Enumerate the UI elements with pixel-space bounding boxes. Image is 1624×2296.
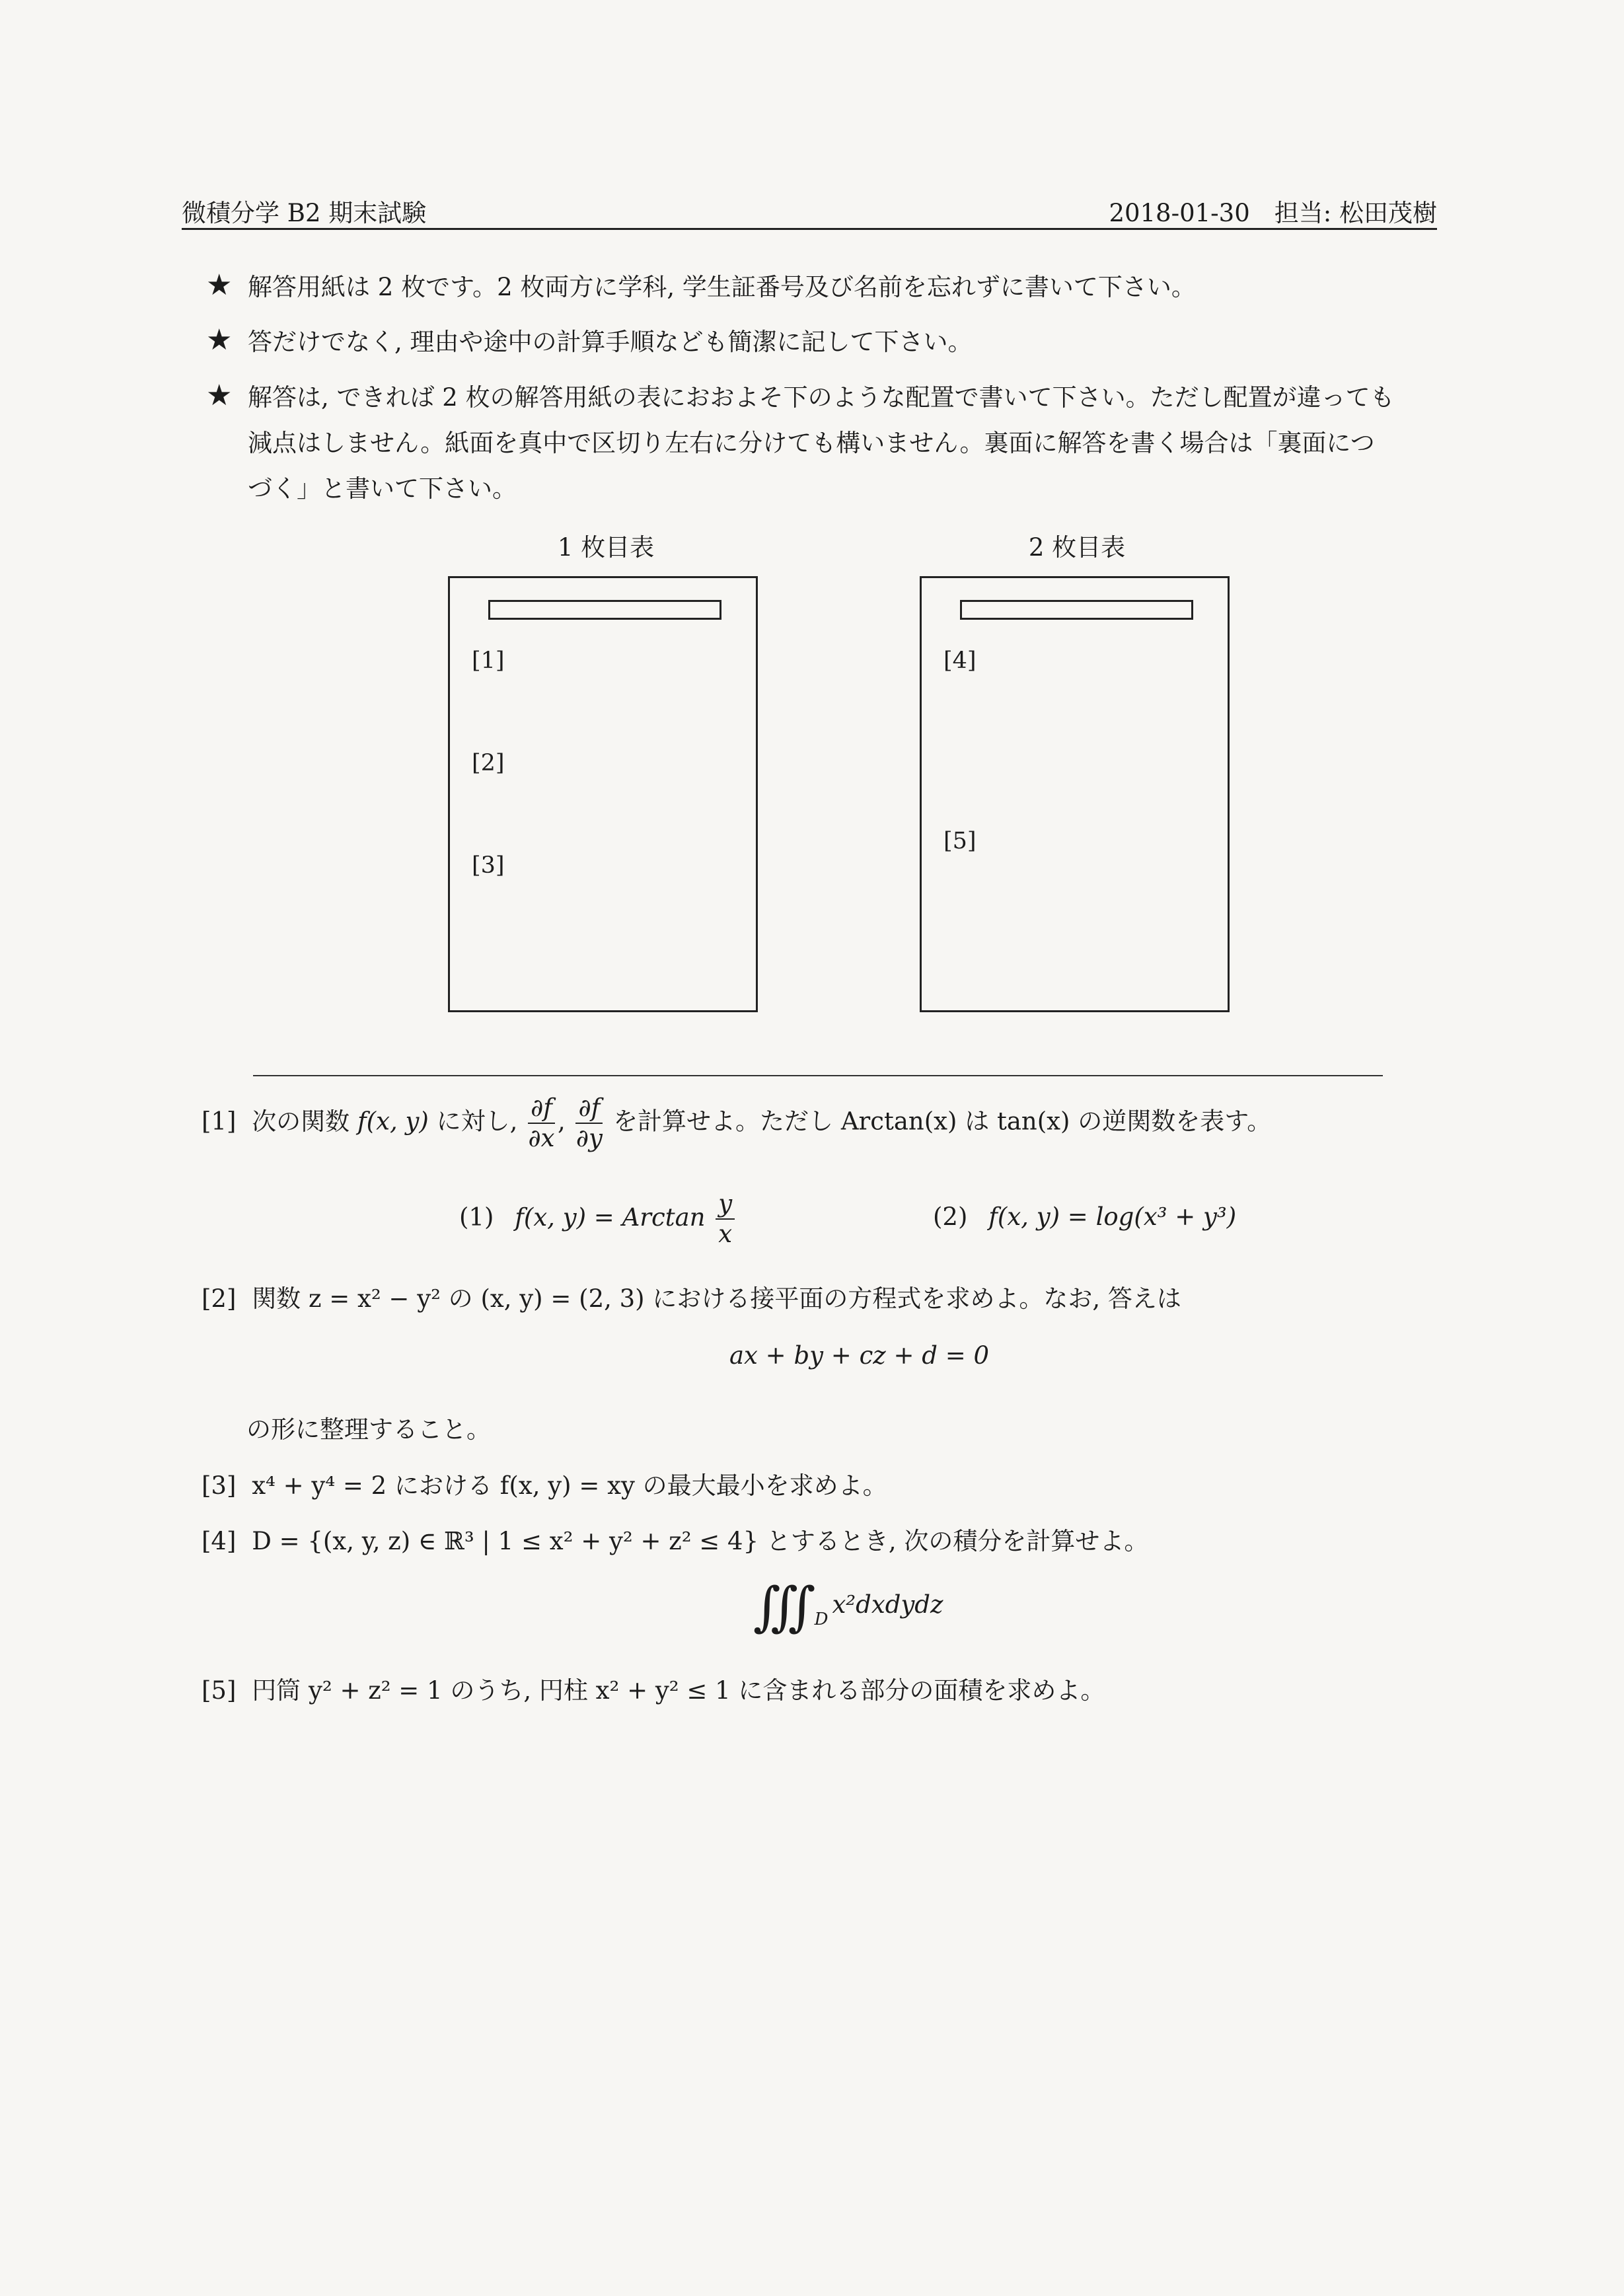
sub-1-expr: f(x, y) = Arctan	[515, 1203, 706, 1232]
problem-2-text: 関数 z = x² − y² の (x, y) = (2, 3) における接平面の方程式を求めよ。なお, 答えは	[252, 1284, 1181, 1313]
problem-2	[202, 1278, 1181, 1314]
frac-den: ∂y	[575, 1124, 603, 1152]
note-3	[248, 375, 1437, 511]
triple-integral	[753, 1576, 943, 1637]
problem-1	[202, 1093, 1271, 1153]
sheet-2-name-bar	[960, 600, 1193, 620]
frac-num: ∂f	[528, 1093, 555, 1124]
problem-3-number: [3]	[202, 1471, 237, 1500]
sheet-1-label: 1 枚目表	[557, 533, 655, 562]
problem-1-mid: に対し,	[436, 1107, 518, 1136]
problem-3	[202, 1465, 887, 1501]
problem-5	[202, 1670, 1105, 1706]
note-3-line-3: づく」と書いて下さい。	[248, 474, 517, 503]
note-3-line-1: 解答は, できれば 2 枚の解答用紙の表におおよそ下のような配置で書いて下さい。ただし配置が違っても	[248, 383, 1395, 412]
frac-num: y	[716, 1189, 735, 1220]
problem-5-number: [5]	[202, 1676, 237, 1705]
frac-den: x	[718, 1220, 733, 1248]
note-2: 答だけでなく, 理由や途中の計算手順なども簡潔に記して下さい。	[248, 328, 973, 356]
exam-date-instructor: 2018-01-30 担当: 松田茂樹	[1109, 199, 1437, 227]
sub-2-expr: f(x, y) = log(x³ + y³)	[988, 1203, 1237, 1231]
note-1: 解答用紙は 2 枚です。2 枚両方に学科, 学生証番号及び名前を忘れずに書いて下さい。	[248, 273, 1196, 301]
partial-y-fraction	[575, 1093, 603, 1153]
y-over-x-fraction	[716, 1189, 735, 1249]
note-3-line-2: 減点はしません。紙面を真中で区切り左右に分けても構いません。裏面に解答を書く場合は「裏面につ	[248, 429, 1375, 457]
section-divider	[253, 1075, 1383, 1076]
sheet-1-name-bar	[488, 600, 721, 620]
problem-1-text: を計算せよ。ただし Arctan(x) は tan(x) の逆関数を表す。	[613, 1107, 1272, 1136]
problem-1-number: [1]	[202, 1107, 237, 1136]
header-rule	[182, 228, 1437, 230]
frac-num: ∂f	[575, 1093, 603, 1124]
star-icon: ★	[206, 379, 233, 412]
sheet-1-mark-2: [2]	[472, 750, 505, 776]
sheet-1-mark-1: [1]	[472, 648, 505, 674]
problem-4-number: [4]	[202, 1527, 237, 1555]
problem-1-sub-2	[933, 1203, 1236, 1231]
sheet-1-mark-3: [3]	[472, 852, 505, 879]
problem-4-text: D = {(x, y, z) ∈ ℝ³ | 1 ≤ x² + y² + z² ≤ 4} とするとき, 次の積分を計算せよ。	[252, 1527, 1149, 1555]
exam-title: 微積分学 B2 期末試験	[182, 199, 427, 227]
sub-2-number: (2)	[933, 1203, 968, 1231]
problem-1-intro: 次の関数	[252, 1107, 350, 1136]
plane-equation: ax + by + cz + d = 0	[729, 1341, 990, 1370]
problem-2-number: [2]	[202, 1284, 237, 1313]
problem-5-text: 円筒 y² + z² = 1 のうち, 円柱 x² + y² ≤ 1 に含まれる部分の面積を求めよ。	[252, 1676, 1105, 1705]
problem-2-tail: の形に整理すること。	[246, 1415, 491, 1444]
frac-den: ∂x	[528, 1124, 555, 1152]
star-icon: ★	[206, 268, 233, 302]
problem-4	[202, 1521, 1148, 1557]
integrand: x²dxdydz	[832, 1590, 943, 1619]
problem-1-sub-1	[459, 1189, 737, 1249]
sheet-1-diagram	[448, 576, 758, 1012]
sub-1-number: (1)	[459, 1203, 494, 1232]
star-icon: ★	[206, 323, 233, 357]
partial-x-fraction	[528, 1093, 555, 1153]
problem-3-text: x⁴ + y⁴ = 2 における f(x, y) = xy の最大最小を求めよ。	[252, 1471, 887, 1500]
integral-sign: ∭	[753, 1576, 797, 1637]
sheet-2-mark-5: [5]	[943, 828, 977, 854]
sheet-2-diagram	[920, 576, 1230, 1012]
sheet-2-mark-4: [4]	[943, 648, 977, 674]
problem-1-func: f(x, y)	[357, 1107, 429, 1136]
problem-1-comma: ,	[557, 1107, 566, 1136]
integral-domain: D	[814, 1610, 829, 1629]
sheet-2-label: 2 枚目表	[1028, 533, 1126, 562]
